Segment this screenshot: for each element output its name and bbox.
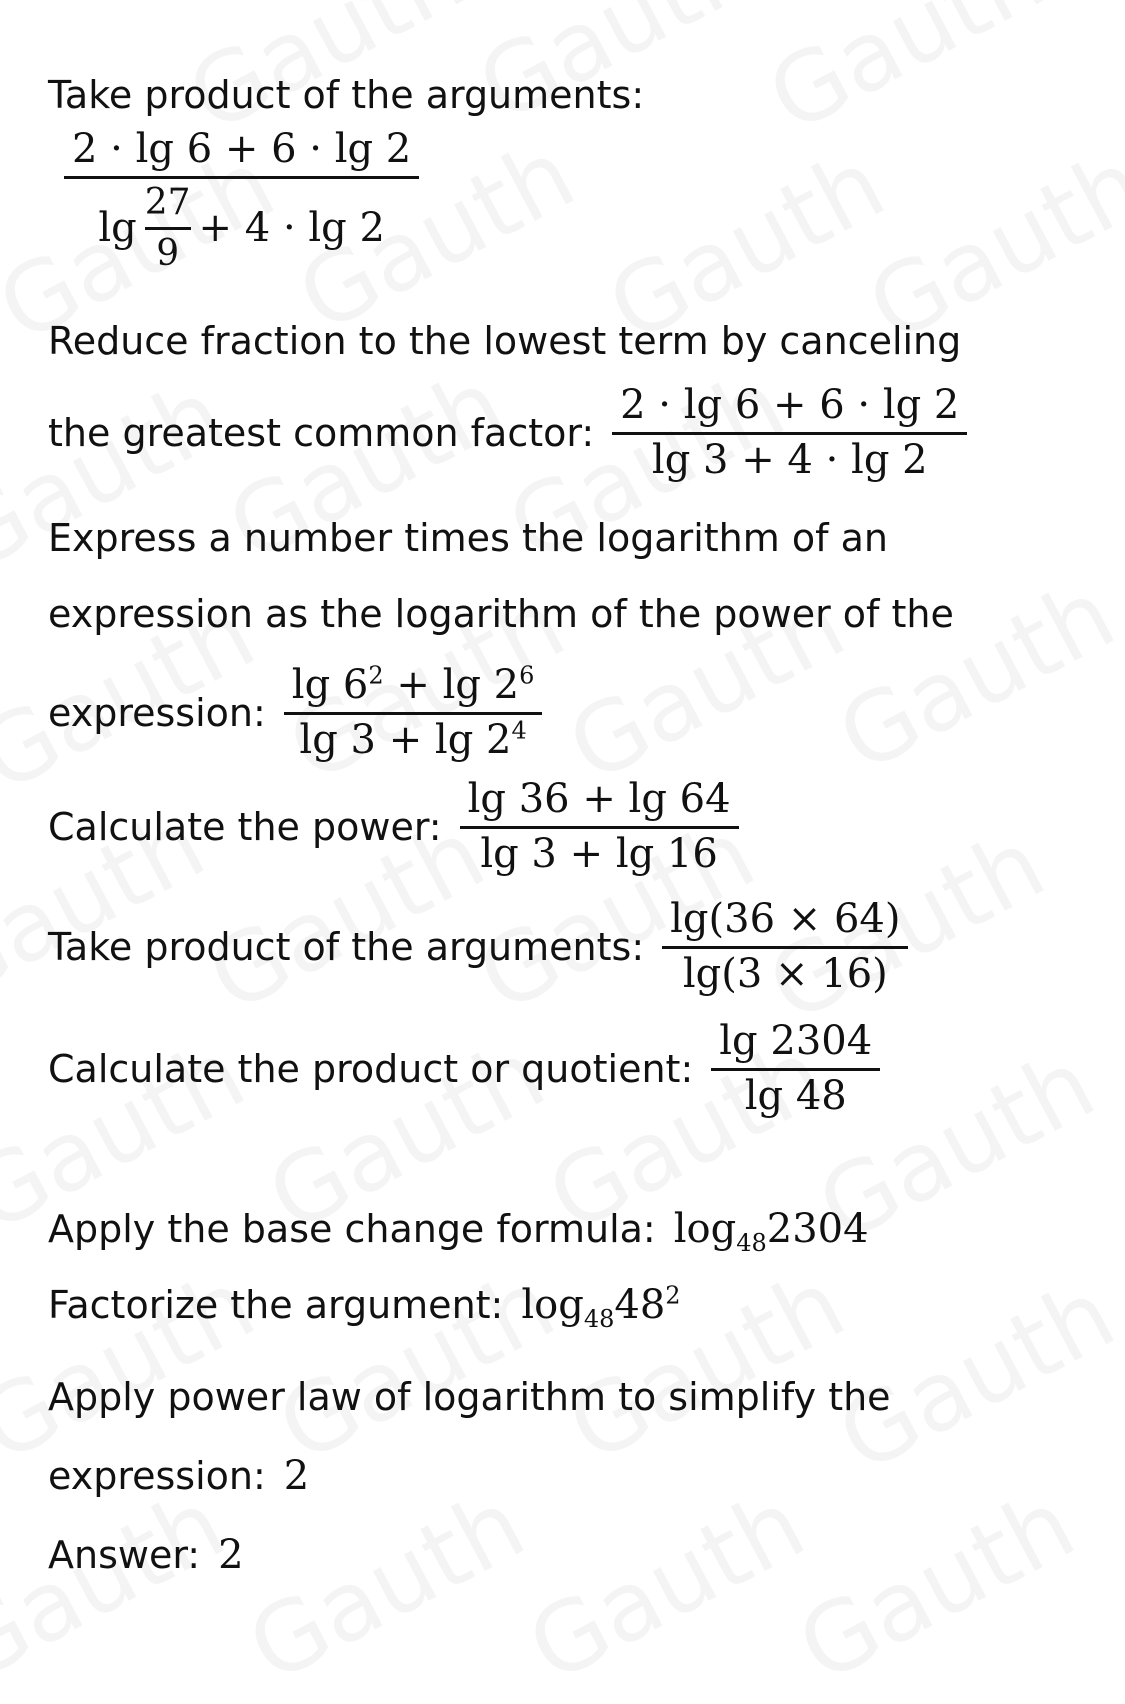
inner-fraction xyxy=(145,183,191,273)
step-label: Calculate the product or quotient: xyxy=(48,1046,694,1091)
step-label: Apply the base change formula: xyxy=(48,1207,656,1251)
step-label: Take product of the arguments: xyxy=(48,73,645,117)
fraction-bar xyxy=(662,946,908,949)
watermark xyxy=(781,1468,1092,1704)
fraction-step-1 xyxy=(64,128,419,273)
fraction-bar xyxy=(64,176,419,179)
log-term: lg 6 xyxy=(291,662,369,708)
fraction xyxy=(662,898,908,995)
simplified-step xyxy=(48,1453,310,1499)
fraction-step-6 xyxy=(48,1020,880,1117)
step-label: Apply power law of logarithm to simplify the xyxy=(48,1375,891,1419)
log-term: + lg 2 xyxy=(383,662,520,708)
step-label: Express a number times the logarithm of an xyxy=(48,516,888,560)
fraction xyxy=(284,661,543,763)
step-label: expression: xyxy=(48,1454,266,1498)
step-label: expression as the logarithm of the power of the xyxy=(48,592,954,636)
denominator-suffix: + 4 · lg 2 xyxy=(198,205,385,252)
fraction-denominator: lg(3 × 16) xyxy=(682,951,888,997)
inner-fraction-bar xyxy=(145,227,191,230)
watermark xyxy=(231,1468,542,1704)
answer-label: Answer: xyxy=(48,1533,201,1577)
watermark xyxy=(0,1468,242,1704)
step-label: Calculate the power: xyxy=(48,804,442,849)
log-expression xyxy=(521,1281,681,1333)
fraction-numerator: lg 36 + lg 64 xyxy=(467,776,731,822)
fraction-numerator: lg 2304 xyxy=(719,1018,873,1064)
step-label: Reduce fraction to the lowest term by canceling xyxy=(48,319,962,363)
exponent: 6 xyxy=(519,661,535,690)
log-function: log xyxy=(521,1282,584,1328)
fraction xyxy=(711,1020,880,1117)
fraction-numerator xyxy=(284,661,543,708)
fraction-numerator: 2 · lg 6 + 6 · lg 2 xyxy=(620,382,960,428)
step-label: the greatest common factor: xyxy=(48,410,595,455)
fraction-numerator: 2 · lg 6 + 6 · lg 2 xyxy=(72,126,412,172)
watermark xyxy=(511,1468,822,1704)
inner-numerator: 27 xyxy=(144,182,191,223)
log-function: log xyxy=(673,1206,737,1252)
answer-row xyxy=(48,1532,244,1578)
fraction xyxy=(460,778,739,875)
fraction-bar xyxy=(460,826,739,829)
fraction-step-3 xyxy=(48,661,542,763)
log-step-factorize xyxy=(48,1281,681,1333)
fraction-denominator: lg 48 xyxy=(744,1073,847,1119)
fraction-step-2 xyxy=(48,384,967,481)
log-argument: 2304 xyxy=(766,1206,869,1252)
log-base: 48 xyxy=(736,1229,767,1257)
fraction-bar xyxy=(284,712,543,715)
fraction-bar xyxy=(711,1068,880,1071)
fraction-bar xyxy=(612,432,967,435)
log-base: 48 xyxy=(583,1305,615,1333)
fraction-numerator: lg(36 × 64) xyxy=(670,896,901,942)
simplified-value: 2 xyxy=(283,1453,310,1499)
watermark xyxy=(551,1248,862,1484)
fraction-step-4 xyxy=(48,778,739,875)
fraction-denominator xyxy=(90,183,393,273)
inner-denominator: 9 xyxy=(156,232,180,274)
step-label: Take product of the arguments: xyxy=(48,924,645,969)
exponent: 4 xyxy=(511,716,527,745)
log-argument: 48 xyxy=(614,1282,666,1328)
fraction-step-5 xyxy=(48,898,908,995)
watermark xyxy=(751,0,1062,154)
log-expression xyxy=(673,1206,869,1257)
fraction xyxy=(64,128,419,273)
log-function: lg xyxy=(98,205,137,252)
step-label: expression: xyxy=(48,690,266,735)
fraction xyxy=(612,384,967,481)
fraction-denominator: lg 3 + 4 · lg 2 xyxy=(651,437,928,483)
answer-value: 2 xyxy=(218,1532,244,1578)
step-label: Factorize the argument: xyxy=(48,1283,504,1327)
log-term: lg 3 + lg 2 xyxy=(299,717,512,763)
log-step-base-change xyxy=(48,1206,869,1257)
fraction-denominator xyxy=(291,716,534,763)
exponent: 2 xyxy=(368,661,384,690)
fraction-denominator: lg 3 + lg 16 xyxy=(480,831,718,877)
exponent: 2 xyxy=(665,1281,681,1310)
